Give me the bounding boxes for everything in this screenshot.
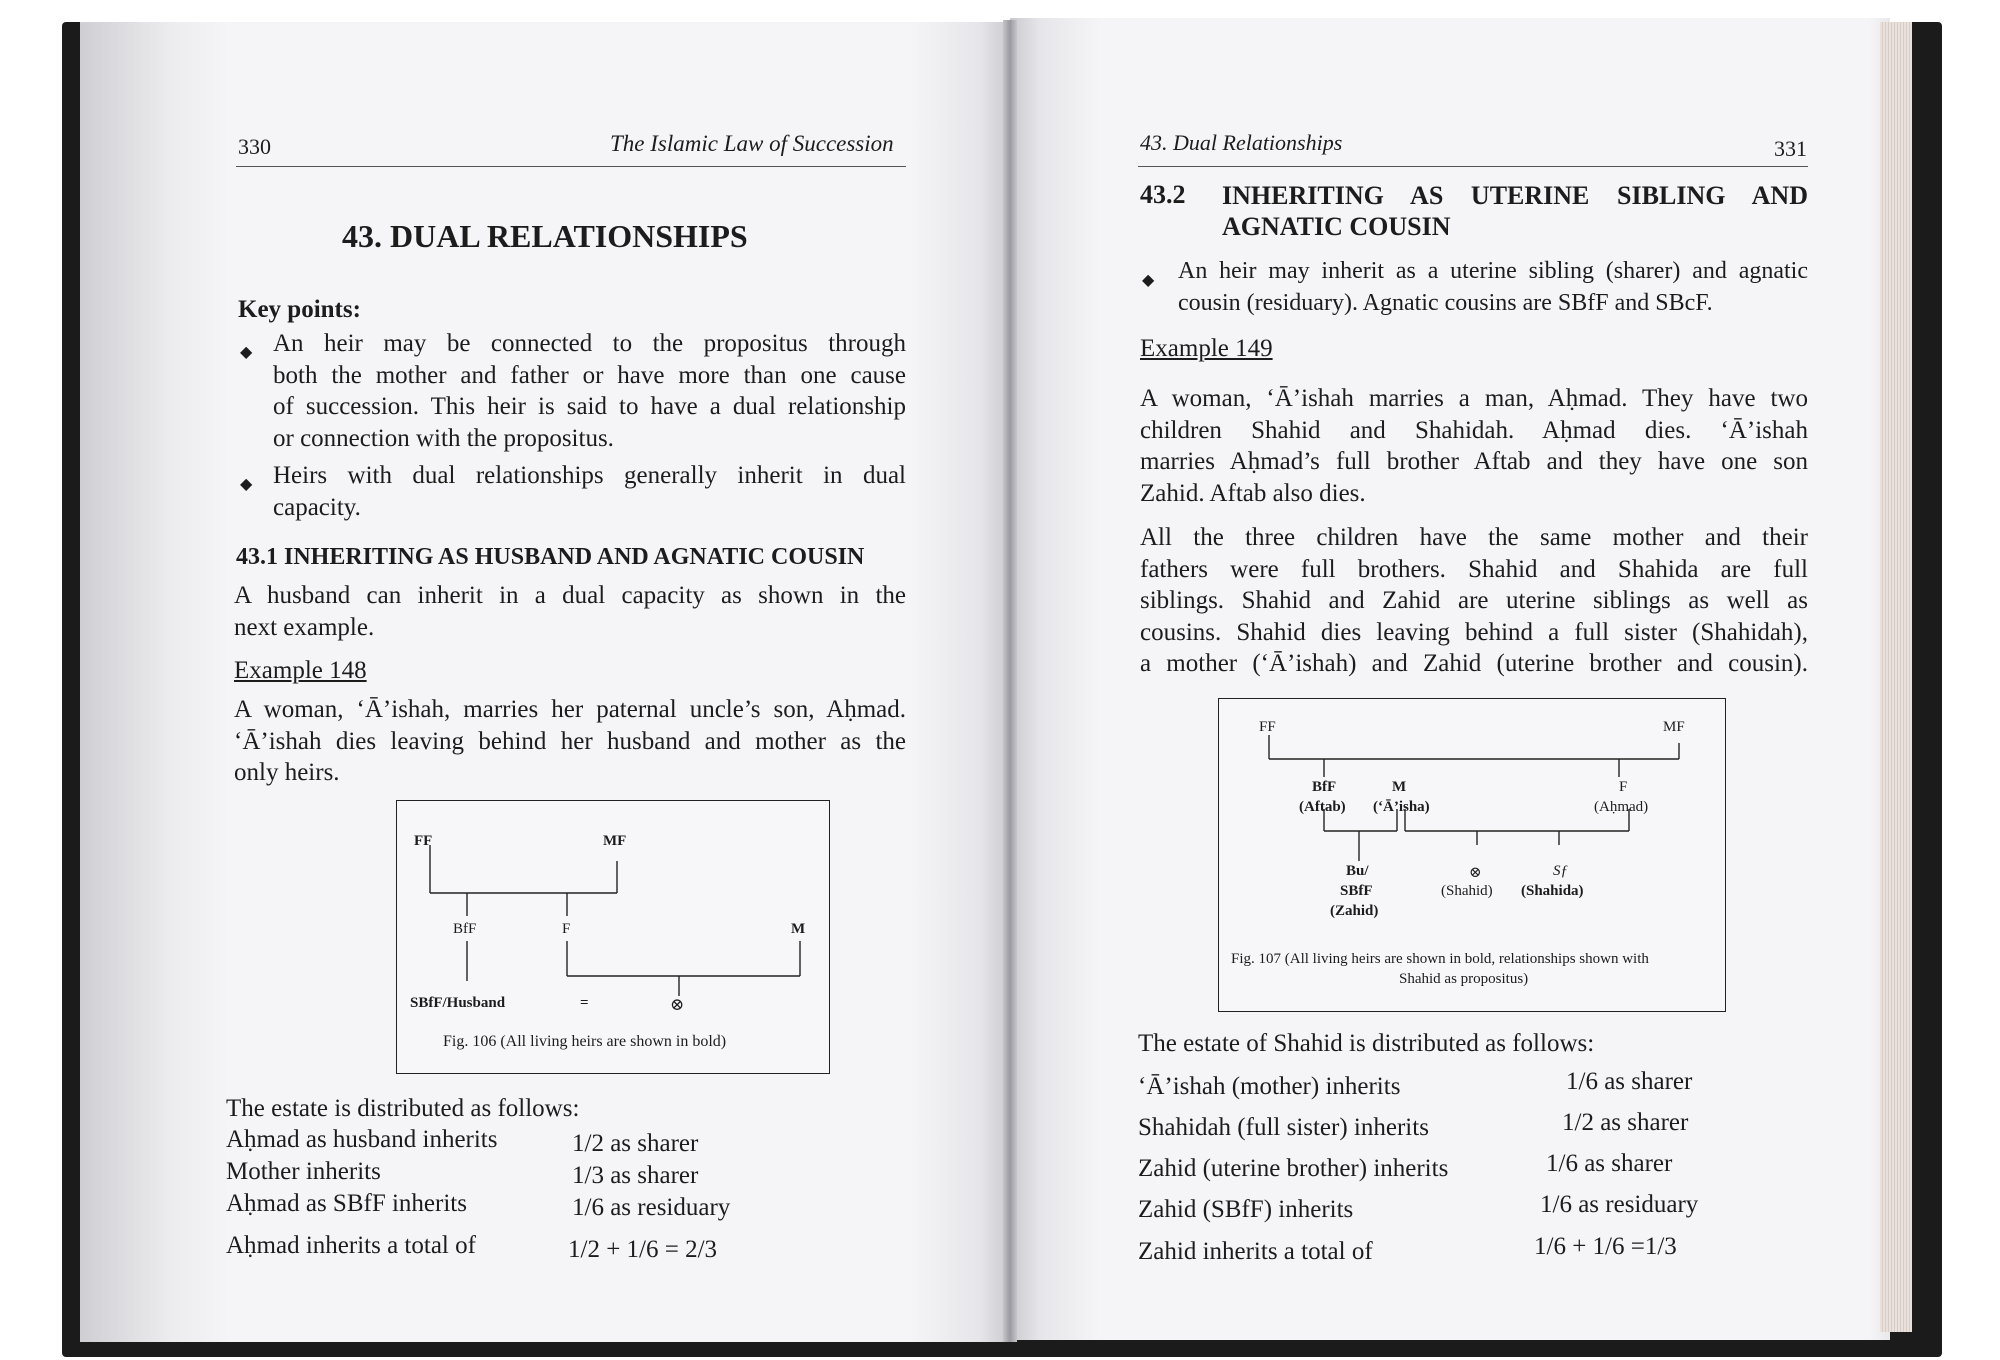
- heir-label: Mother inherits: [226, 1158, 381, 1185]
- example-paragraph: A woman, ‘Ā’ishah marries a man, Aḥmad. They have two children Shahid and Shahidah. Aḥmad dies. ‘Ā’ishah marries Aḥmad’s full brother Aftab and they have one son Zahid. Aftab also dies.: [1140, 385, 1808, 507]
- heir-share: 1/2 as sharer: [572, 1130, 699, 1157]
- node-sbff-husband: SBfF/Husband: [410, 995, 506, 1011]
- heir-share: 1/6 as residuary: [572, 1194, 731, 1221]
- heir-share: 1/2 + 1/6 = 2/3: [568, 1236, 718, 1263]
- heir-label: Zahid inherits a total of: [1138, 1238, 1373, 1265]
- distribution-intro: The estate of Shahid is distributed as follows:: [1138, 1030, 1595, 1057]
- node-sf: Sƒ: [1553, 863, 1568, 879]
- explanation-paragraph: All the three children have the same mother and their fathers were full brothers. Shahid and Shahida are full siblings. Shahid and Zahid are uterine siblings as well as cousins. Shahid dies leaving behind a full sister (Shahidah), a mother (‘Ā’ishah) and Zahid (uterine brother and cousin).: [1140, 524, 1808, 677]
- node-sbff: SBfF: [1340, 883, 1373, 899]
- section-number: 43.2: [1140, 180, 1186, 209]
- node-mf: MF: [1663, 719, 1685, 735]
- node-m: M: [1392, 779, 1407, 795]
- node-shahid: (Shahid): [1441, 883, 1493, 899]
- node-shahida: (Shahida): [1521, 883, 1584, 899]
- heir-label: Zahid (SBfF) inherits: [1138, 1196, 1354, 1223]
- figure-caption: Fig. 107 (All living heirs are shown in bold, relationships shown with: [1231, 951, 1649, 967]
- running-head: The Islamic Law of Succession: [610, 131, 894, 156]
- heir-share: 1/6 + 1/6 =1/3: [1534, 1233, 1677, 1260]
- heir-label: Shahidah (full sister) inherits: [1138, 1114, 1429, 1141]
- node-ahmad: (Aḥmad): [1594, 799, 1649, 815]
- figure-caption-line-2: Shahid as propositus): [1399, 971, 1529, 987]
- chapter-title: 43. DUAL RELATIONSHIPS: [342, 218, 748, 254]
- key-points-label: Key points:: [238, 296, 361, 323]
- propositus-icon: ⊗: [1469, 865, 1482, 881]
- page-number: 330: [238, 134, 271, 159]
- node-ff: FF: [1259, 719, 1276, 735]
- section-title: INHERITING AS UTERINE SIBLING AND AGNATIC COUSIN: [1222, 181, 1808, 241]
- intro-paragraph: A husband can inherit in a dual capacity as shown in the next example.: [234, 582, 906, 641]
- example-title: Example 148: [234, 657, 367, 684]
- family-tree-figure-107: [1218, 698, 1726, 1012]
- bullet-diamond-icon: ◆: [240, 344, 253, 361]
- heir-label: Zahid (uterine brother) inherits: [1138, 1155, 1449, 1182]
- heir-share: 1/2 as sharer: [1562, 1109, 1689, 1136]
- node-f: F: [1619, 779, 1628, 795]
- example-paragraph: A woman, ‘Ā’ishah, marries her paternal uncle’s son, Aḥmad. ‘Ā’ishah dies leaving behind her husband and mother as the only heirs.: [234, 696, 906, 786]
- page-edges: [1880, 22, 1912, 1332]
- node-zahid: (Zahid): [1330, 903, 1379, 919]
- running-head: 43. Dual Relationships: [1140, 130, 1343, 155]
- node-aisha: (‘Ā’isha): [1373, 799, 1430, 815]
- header-rule: [236, 166, 906, 167]
- node-aftab: (Aftab): [1299, 799, 1346, 815]
- bullet-point: An heir may inherit as a uterine sibling (sharer) and agnatic cousin (residuary). Agnatic cousins are SBfF and SBcF.: [1178, 258, 1808, 316]
- heir-share: 1/3 as sharer: [572, 1162, 699, 1189]
- node-bff: BfF: [453, 921, 477, 937]
- bullet-point: An heir may be connected to the propositus through both the mother and father or have more than one cause of succession. This heir is said to have a dual relationship or connection with the propositus.: [273, 330, 906, 452]
- header-rule: [1138, 166, 1808, 167]
- node-bff: BfF: [1312, 779, 1337, 795]
- node-bu: Bu/: [1346, 863, 1369, 879]
- heir-share: 1/6 as sharer: [1546, 1150, 1673, 1177]
- bullet-diamond-icon: ◆: [240, 476, 253, 493]
- bullet-point: Heirs with dual relationships generally inherit in dual capacity.: [273, 462, 906, 521]
- propositus-icon: ⊗: [670, 995, 685, 1014]
- page-number: 331: [1774, 136, 1807, 161]
- heir-share: 1/6 as sharer: [1566, 1068, 1693, 1095]
- node-mf: MF: [603, 833, 627, 849]
- heir-label: Aḥmad as SBfF inherits: [226, 1190, 467, 1217]
- book-spine: [1003, 20, 1017, 1342]
- family-tree-figure-106: [396, 800, 830, 1074]
- heir-label: Aḥmad as husband inherits: [226, 1126, 498, 1153]
- figure-caption: Fig. 106 (All living heirs are shown in bold): [443, 1033, 727, 1050]
- heir-label: Aḥmad inherits a total of: [226, 1232, 476, 1259]
- bullet-diamond-icon: ◆: [1142, 272, 1155, 289]
- node-ff: FF: [414, 833, 433, 849]
- node-m: M: [791, 921, 806, 937]
- node-equals: =: [580, 995, 589, 1011]
- distribution-intro: The estate is distributed as follows:: [226, 1095, 580, 1122]
- heir-label: ‘Ā’ishah (mother) inherits: [1138, 1073, 1401, 1100]
- section-heading: 43.1 INHERITING AS HUSBAND AND AGNATIC COUSIN: [236, 544, 865, 570]
- node-f: F: [562, 921, 571, 937]
- example-title: Example 149: [1140, 335, 1273, 362]
- heir-share: 1/6 as residuary: [1540, 1191, 1699, 1218]
